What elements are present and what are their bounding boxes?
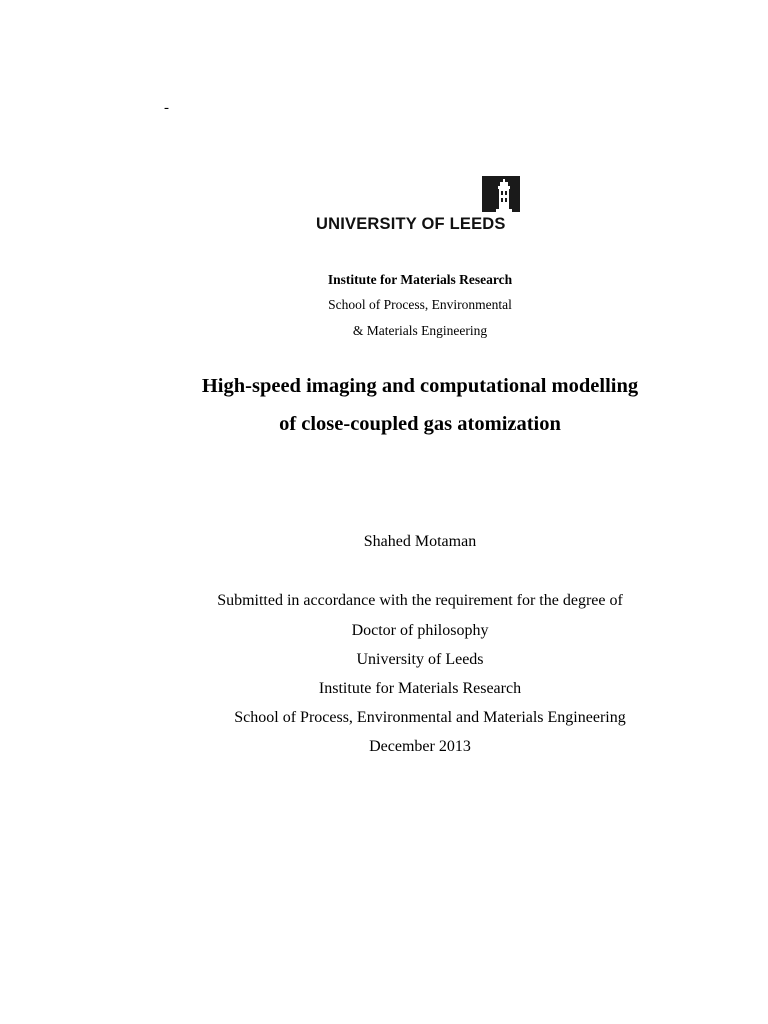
- stray-dash: -: [164, 100, 169, 116]
- submission-statement: Submitted in accordance with the requirement for the degree of: [217, 592, 623, 609]
- school-line-2: & Materials Engineering: [352, 323, 488, 338]
- thesis-title-line-1: High-speed imaging and computational modelling: [201, 375, 639, 397]
- institute-name: Institute for Materials Research: [318, 680, 522, 697]
- school-line-1: School of Process, Environmental: [328, 297, 512, 312]
- author-name: Shahed Motaman: [363, 533, 477, 550]
- school-name: School of Process, Environmental and Materials Engineering: [234, 709, 626, 726]
- university-name: University of Leeds: [356, 651, 484, 668]
- university-tower-emblem-icon: [482, 176, 520, 212]
- submission-date: December 2013: [369, 738, 471, 755]
- university-logo: [316, 176, 522, 236]
- degree-name: Doctor of philosophy: [351, 622, 489, 639]
- institute-heading: Institute for Materials Research: [327, 272, 513, 287]
- university-logo-text: UNIVERSITY OF LEEDS: [316, 215, 506, 233]
- thesis-title-line-2: of close-coupled gas atomization: [279, 413, 561, 435]
